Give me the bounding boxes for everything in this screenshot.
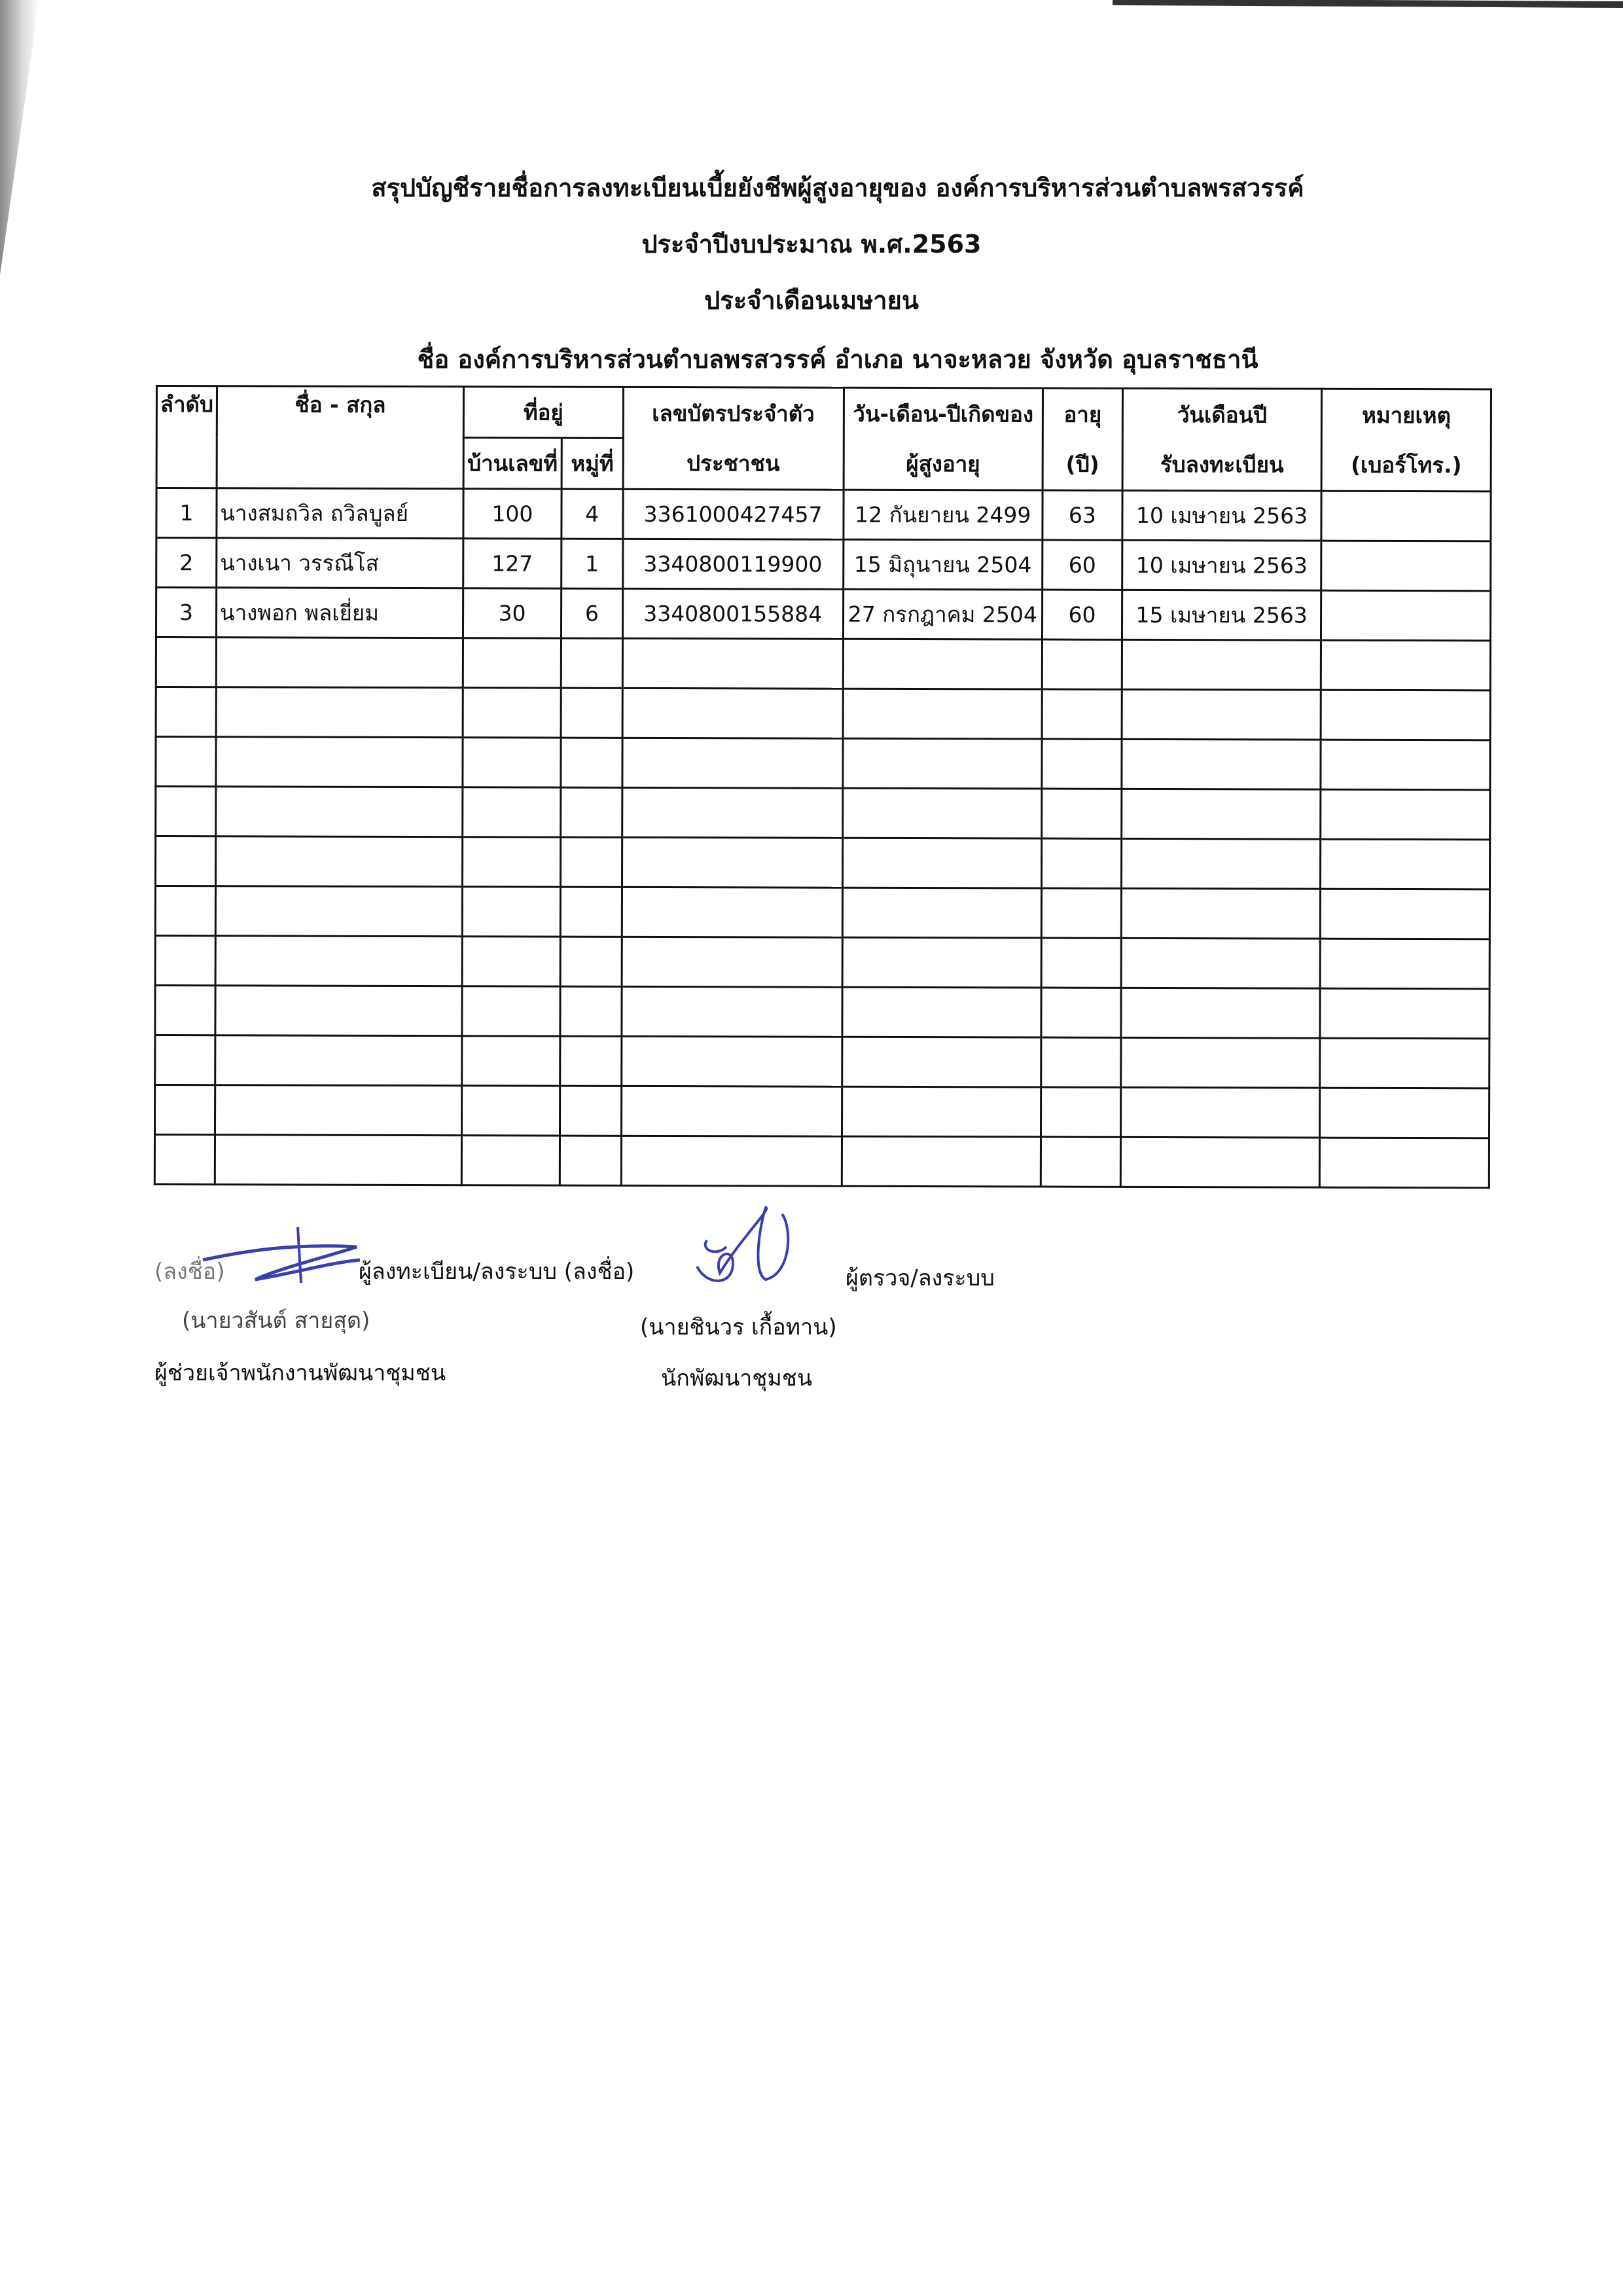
cell-note (1320, 939, 1489, 989)
month-label: ประจำเดือนเมษายน (704, 286, 919, 315)
cell-no (156, 637, 216, 687)
left-sign-prefix: (ลงชื่อ) (154, 1259, 225, 1285)
empty-table-row (156, 687, 1490, 740)
cell-age (1042, 639, 1122, 689)
cell-id (622, 887, 842, 937)
col-address: ที่อยู่ (463, 387, 623, 439)
cell-age (1042, 789, 1122, 838)
cell-no (156, 687, 216, 737)
cell-reg-date (1121, 938, 1321, 988)
right-signer-position: นักพัฒนาชุมชน (661, 1365, 813, 1391)
registration-table (154, 385, 1492, 1189)
cell-dob (842, 1086, 1041, 1137)
cell-no: 1 (156, 488, 217, 538)
empty-table-row (155, 936, 1489, 989)
fiscal-year: ประจำปีงบประมาณ พ.ศ.2563 (641, 230, 982, 259)
cell-dob (842, 987, 1041, 1037)
cell-id: 3340800155884 (622, 588, 843, 639)
cell-note (1321, 541, 1491, 591)
cell-age (1042, 689, 1122, 739)
cell-name (215, 986, 462, 1036)
cell-note (1320, 1088, 1489, 1138)
cell-no (156, 737, 216, 787)
empty-table-row (155, 1085, 1489, 1138)
cell-moo (560, 986, 622, 1036)
scan-border-line (1113, 0, 1623, 8)
cell-moo: 1 (562, 539, 623, 588)
cell-house-no (463, 638, 561, 688)
left-signer-position: ผู้ช่วยเจ้าพนักงานพัฒนาชุมชน (154, 1360, 446, 1386)
cell-id (622, 986, 842, 1037)
col-reg-2: รับลงทะเบียน (1122, 439, 1322, 491)
cell-id (622, 937, 842, 987)
cell-no (155, 1035, 215, 1085)
cell-reg-date (1122, 789, 1321, 839)
cell-dob (842, 788, 1042, 838)
cell-id: 3361000427457 (623, 489, 844, 539)
cell-name (216, 637, 463, 688)
cell-note (1320, 988, 1489, 1039)
empty-table-row (155, 886, 1489, 939)
col-note-2: (เบอร์โทร.) (1321, 440, 1491, 492)
cell-age: 60 (1043, 540, 1122, 590)
cell-moo (560, 1086, 621, 1136)
cell-house-no (463, 738, 561, 787)
cell-note (1321, 690, 1490, 740)
right-signer-name: (นายชินวร เกื้อทาน) (640, 1314, 837, 1340)
cell-name: นางสมถวิล ถวิลบูลย์ (217, 488, 463, 539)
cell-name (215, 1085, 461, 1136)
cell-id (621, 1036, 842, 1086)
cell-age (1041, 1137, 1120, 1187)
cell-house-no (462, 887, 560, 937)
cell-no (155, 986, 215, 1035)
cell-house-no (462, 937, 560, 986)
col-age-1: อายุ (1043, 388, 1122, 439)
cell-age: 60 (1043, 590, 1122, 639)
cell-reg-date (1120, 1137, 1320, 1187)
cell-reg-date (1122, 639, 1321, 690)
cell-moo (560, 1036, 622, 1086)
cell-name: นางพอก พลเยี่ยม (216, 588, 463, 638)
cell-id (622, 837, 842, 888)
cell-age (1041, 938, 1121, 988)
cell-moo (560, 1136, 621, 1185)
cell-id (622, 688, 843, 738)
cell-house-no (462, 986, 560, 1036)
cell-id: 3340800119900 (622, 539, 843, 589)
organization-line: ชื่อ องค์การบริหารส่วนตำบลพรสวรรค์ อำเภอ นาจะหลวย จังหวัด อุบลราชธานี (417, 345, 1258, 374)
cell-moo (561, 638, 622, 688)
table-row (156, 538, 1491, 591)
cell-house-no: 100 (463, 489, 562, 539)
cell-reg-date: 15 เมษายน 2563 (1122, 590, 1321, 640)
cell-age (1041, 988, 1121, 1037)
cell-id (621, 1086, 842, 1136)
cell-name (216, 787, 463, 837)
cell-moo: 6 (561, 588, 622, 638)
cell-dob: 12 กันยายน 2499 (843, 490, 1043, 540)
cell-no: 3 (156, 588, 216, 637)
cell-reg-date: 10 เมษายน 2563 (1122, 540, 1322, 590)
right-role-line: ผู้ตรวจ/ลงระบบ (846, 1265, 995, 1291)
col-id-1: เลขบัตรประจำตัว (623, 387, 844, 439)
cell-moo (560, 887, 622, 937)
cell-house-no (462, 1086, 560, 1136)
col-name: ชื่อ - สกุล (217, 386, 464, 489)
right-signature-icon (694, 1201, 838, 1293)
cell-dob (843, 639, 1043, 689)
cell-no (155, 1085, 215, 1135)
col-age-2: (ปี) (1043, 439, 1122, 490)
cell-dob (842, 1136, 1041, 1187)
cell-house-no: 127 (463, 539, 562, 588)
cell-dob: 27 กรกฎาคม 2504 (843, 589, 1043, 639)
cell-dob: 15 มิถุนายน 2504 (843, 539, 1043, 590)
cell-age (1042, 739, 1122, 789)
cell-note (1321, 889, 1490, 939)
cell-house-no: 30 (463, 588, 562, 638)
empty-table-row (156, 737, 1490, 790)
cell-moo (560, 937, 622, 986)
cell-id (622, 638, 843, 689)
cell-reg-date: 10 เมษายน 2563 (1122, 490, 1322, 541)
col-dob-1: วัน-เดือน-ปีเกิดของ (844, 387, 1043, 439)
cell-house-no (463, 787, 561, 837)
cell-dob (842, 1037, 1041, 1087)
cell-name (216, 687, 463, 738)
left-role-line: ผู้ลงทะเบียน/ลงระบบ (ลงชื่อ) (359, 1259, 635, 1285)
empty-table-row (156, 787, 1490, 840)
left-signature-icon (196, 1224, 366, 1289)
cell-reg-date (1121, 888, 1321, 939)
cell-name: นางเนา วรรณีโส (217, 538, 463, 588)
cell-age (1041, 1087, 1121, 1137)
cell-dob (842, 937, 1042, 988)
table-row (156, 588, 1490, 641)
cell-house-no (462, 1036, 560, 1086)
cell-note (1320, 1138, 1489, 1188)
cell-house-no (463, 688, 561, 738)
cell-reg-date (1121, 1037, 1321, 1088)
cell-note (1321, 839, 1490, 889)
empty-table-row (154, 1135, 1489, 1188)
cell-moo (561, 738, 622, 787)
cell-moo (561, 787, 622, 837)
cell-moo (561, 688, 622, 738)
cell-reg-date (1122, 689, 1321, 740)
cell-dob (843, 689, 1043, 739)
cell-note (1321, 590, 1491, 641)
cell-age (1041, 888, 1121, 938)
cell-name (215, 836, 462, 887)
cell-reg-date (1122, 739, 1321, 789)
cell-name (216, 737, 463, 787)
cell-moo (560, 837, 622, 887)
col-no: ลำดับ (156, 386, 217, 488)
col-house-no: บ้านเลขที่ (463, 438, 562, 489)
cell-age (1041, 1037, 1121, 1087)
cell-no (154, 1135, 215, 1185)
col-moo: หมู่ที่ (562, 438, 623, 489)
cell-name (215, 1035, 462, 1086)
cell-note (1321, 740, 1490, 790)
empty-table-row (155, 1035, 1489, 1088)
empty-table-row (156, 637, 1490, 691)
cell-reg-date (1121, 838, 1321, 889)
cell-note (1321, 640, 1491, 691)
left-signer-name: (นายวสันต์ สายสุด) (182, 1308, 370, 1334)
cell-no (155, 936, 215, 986)
cell-no (156, 787, 216, 836)
empty-table-row (155, 986, 1489, 1039)
cell-name (215, 936, 462, 986)
cell-dob (842, 838, 1042, 888)
cell-no (155, 836, 215, 886)
cell-id (622, 738, 843, 788)
cell-age (1042, 838, 1122, 888)
cell-no (155, 886, 215, 936)
cell-no: 2 (156, 538, 217, 588)
cell-dob (842, 738, 1042, 789)
cell-dob (842, 888, 1042, 938)
cell-age: 63 (1043, 490, 1122, 540)
cell-house-no (463, 837, 561, 887)
cell-reg-date (1121, 988, 1321, 1038)
document-title: สรุปบัญชีรายชื่อการลงทะเบียนเบี้ยยังชีพผู้สูงอายุของ องค์การบริหารส่วนตำบลพรสวรรค์ (371, 173, 1304, 202)
cell-note (1320, 1038, 1489, 1088)
cell-moo: 4 (562, 489, 623, 539)
col-reg-1: วันเดือนปี (1122, 388, 1322, 440)
cell-id (622, 787, 842, 838)
col-id-2: ประชาชน (623, 438, 844, 490)
cell-reg-date (1120, 1087, 1320, 1138)
cell-name (215, 1135, 461, 1185)
empty-table-row (155, 836, 1489, 889)
table-row (156, 488, 1491, 541)
col-dob-2: ผู้สูงอายุ (844, 439, 1043, 490)
cell-id (621, 1136, 842, 1186)
cell-house-no (461, 1136, 560, 1185)
cell-name (215, 886, 462, 937)
cell-note (1321, 491, 1491, 541)
cell-note (1321, 789, 1490, 840)
col-note-1: หมายเหตุ (1322, 389, 1491, 440)
